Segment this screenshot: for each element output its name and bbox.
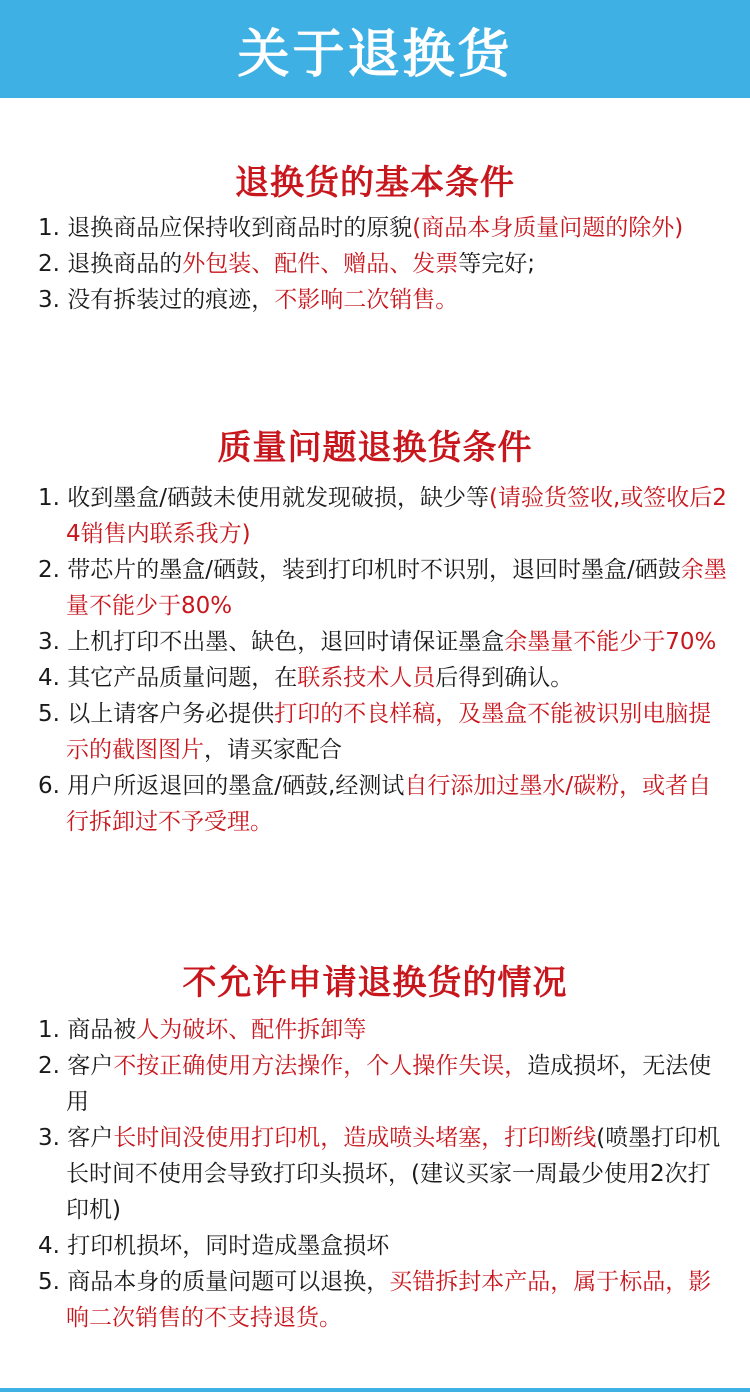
highlight-text: 打印的不良样稿，及墨盒不能被识别电脑提示的截图图片 — [66, 701, 712, 763]
highlight-text: (请验货签收,或签收后24销售内联系我方) — [66, 485, 727, 547]
item-text: 3. 上机打印不出墨、缺色，退回时请保证墨盒 — [38, 629, 505, 655]
page-title: 关于退换货 — [237, 24, 513, 85]
item-text: 3. 客户 — [38, 1125, 114, 1151]
highlight-text: 余墨量不能少于80% — [66, 557, 727, 619]
basic-conditions-list — [38, 210, 730, 318]
list-item — [38, 1048, 730, 1120]
highlight-text: 不影响二次销售。 — [274, 287, 459, 313]
item-text: 5. 以上请客户务必提供 — [38, 701, 275, 727]
highlight-text: 长时间没使用打印机，造成喷头堵塞，打印断线 — [113, 1125, 597, 1151]
bottom-divider — [0, 1388, 750, 1392]
list-item — [38, 624, 730, 660]
quality-conditions-list — [38, 480, 730, 840]
list-item — [38, 1120, 730, 1228]
section-title-basic-conditions: 退换货的基本条件 — [235, 163, 515, 203]
item-text: 2. 带芯片的墨盒/硒鼓，装到打印机时不识别，退回时墨盒/硒鼓 — [38, 557, 681, 583]
list-item — [38, 552, 730, 624]
list-item — [38, 1264, 730, 1336]
list-item — [38, 246, 730, 282]
item-text: 4. 其它产品质量问题，在 — [38, 665, 298, 691]
section-title-quality-conditions: 质量问题退换货条件 — [217, 428, 533, 468]
item-text: 等完好; — [458, 251, 536, 277]
highlight-text: (商品本身质量问题的除外) — [412, 215, 684, 241]
list-item — [38, 210, 730, 246]
item-text: 造成损坏，无法使用 — [66, 1053, 712, 1115]
item-text: 5. 商品本身的质量问题可以退换， — [38, 1269, 390, 1295]
not-allowed-list — [38, 1012, 730, 1336]
section-title-not-allowed: 不允许申请退换货的情况 — [182, 963, 568, 1003]
item-text: ，请买家配合 — [204, 737, 342, 763]
item-text: 4. 打印机损坏，同时造成墨盒损坏 — [38, 1233, 390, 1259]
list-item — [38, 1012, 730, 1048]
list-item — [38, 1228, 730, 1264]
highlight-text: 联系技术人员 — [297, 665, 436, 691]
list-item — [38, 480, 730, 552]
highlight-text: 余墨量不能少于70% — [504, 629, 717, 655]
highlight-text: 自行添加过墨水/碳粉，或者自行拆卸过不予受理。 — [66, 773, 712, 835]
header-banner — [0, 0, 750, 98]
item-text: (喷墨打印机长时间不使用会导致打印头损坏，(建议买家一周最少使用2次打印机) — [66, 1125, 721, 1223]
list-item — [38, 282, 730, 318]
item-text: 1. 商品被 — [38, 1017, 137, 1043]
list-item — [38, 660, 730, 696]
item-text: 2. 客户 — [38, 1053, 114, 1079]
item-text: 1. 退换商品应保持收到商品时的原貌 — [38, 215, 413, 241]
highlight-text: 不按正确使用方法操作，个人操作失误， — [113, 1053, 528, 1079]
item-text: 2. 退换商品的 — [38, 251, 183, 277]
list-item — [38, 768, 730, 840]
list-item — [38, 696, 730, 768]
item-text: 3. 没有拆装过的痕迹， — [38, 287, 275, 313]
highlight-text: 外包装、配件、赠品、发票 — [182, 251, 459, 277]
highlight-text: 买错拆封本产品，属于标品，影响二次销售的不支持退货。 — [66, 1269, 712, 1331]
item-text: 6. 用户所返退回的墨盒/硒鼓,经测试 — [38, 773, 405, 799]
highlight-text: 人为破坏、配件拆卸等 — [136, 1017, 367, 1043]
item-text: 后得到确认。 — [435, 665, 574, 691]
item-text: 1. 收到墨盒/硒鼓未使用就发现破损，缺少等 — [38, 485, 490, 511]
